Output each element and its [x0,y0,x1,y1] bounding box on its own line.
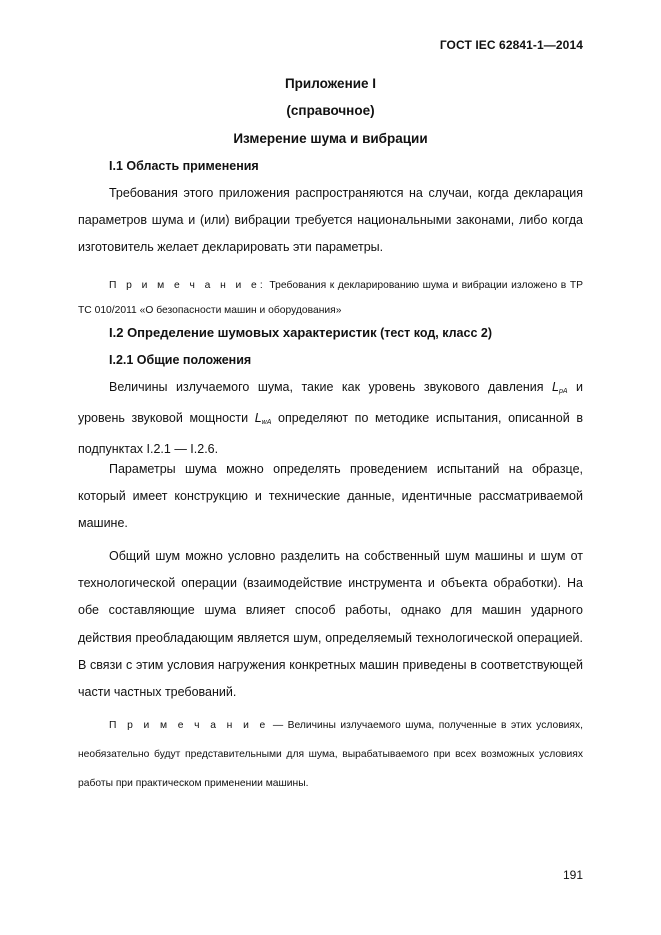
annex-status: (справочное) [286,103,375,118]
para3-text: Общий шум можно условно разделить на собственный шум машины и шум от технологической операции (взаимодействие инструмента и объекта обработки). На обе составляющие шума влияет способ работы, однако для машин ударного действия преобладающим является шум, определяемый технологической операцией. В связи с этим условия нагружения конкретных машин приведены в соответствующей части частных требований. [78,549,583,700]
page-number: 191 [562,868,583,882]
section-i2-note [78,711,583,798]
symbol-pa-subscript: pA [558,388,568,395]
section-heading-i2-suffix: (тест код, класс 2) [376,326,492,340]
section-heading-i2-main: I.2 Определение шумовых характеристик [109,325,377,340]
note-text: Требования к декларированию шума и вибрации изложено в ТР ТС 010/2011 «О безопасности машин и оборудования» [78,280,583,316]
symbol-wa-subscript: wA [261,419,272,427]
standard-code-header: ГОСТ IEC 62841-1—2014 [439,38,583,52]
para2-text: Параметры шума можно определять проведением испытаний на образце, который имеет конструкцию и технические данные, идентичные рассматриваемой машине. [78,462,583,531]
para1-part-c: определяют по методике испытания, описанной в подпунктах I.2.1 — I.2.6. [78,411,583,457]
section-i1-paragraph [78,180,583,262]
section-i2-paragraph-2 [78,456,583,538]
section-heading-i2 [109,325,492,340]
section-i1-note [78,273,583,323]
section-i2-paragraph-1 [78,374,583,464]
note-label-2: П р и м е ч а н и е [109,720,269,731]
section-i2-paragraph-3 [78,543,583,706]
annex-subject: Измерение шума и вибрации [233,131,428,146]
note-text-2: — Величины излучаемого шума, полученные в этих условиях, необязательно будут представительными для шума, вырабатываемого при всех возможных условиях работы при практическом применении машины. [78,720,584,789]
section-i1-text: Требования этого приложения распространяются на случаи, когда декларация параметров шума и (или) вибрации требуется национальными законами, либо когда изготовитель желает декларировать эти параметры. [78,186,583,255]
section-heading-i1: I.1 Область применения [109,159,259,173]
note-label: П р и м е ч а н и е: [109,280,266,291]
para1-part-a: Величины излучаемого шума, такие как уровень звукового давления [109,380,552,394]
symbol-l-pa: L [552,380,559,394]
sub-heading-i21: I.2.1 Общие положения [109,353,252,367]
annex-title: Приложение I [284,76,377,91]
para1-part-b: и уровень звуковой мощности [78,380,583,426]
symbol-l-wa: L [254,411,262,426]
